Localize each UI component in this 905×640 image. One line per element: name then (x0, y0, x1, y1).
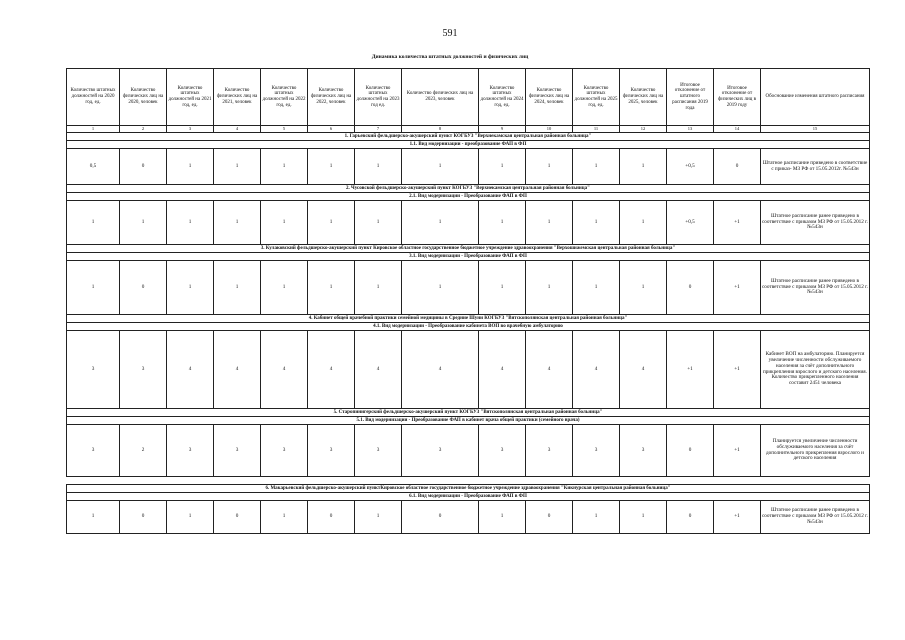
value-cell: 1 (355, 149, 402, 185)
value-cell: 3 (167, 425, 214, 477)
header-cell: Обоснование изменения штатного расписания (761, 69, 870, 126)
value-cell: 1 (167, 149, 214, 185)
value-cell: 0 (308, 501, 355, 534)
value-cell: 1 (479, 201, 526, 245)
section-title: 1. Гарьевский фельдшерско-акушерский пункт КОГБУЗ "Верхнекамская центральная районная больница" (67, 133, 870, 141)
column-number: 10 (526, 126, 573, 133)
section-subtitle: 4.1. Вид модернизации - Преобразование кабинета ВОП во врачебную амбулаторию (67, 323, 870, 331)
value-cell: +1 (714, 201, 761, 245)
value-cell: 1 (308, 149, 355, 185)
header-cell: Количество штатных должностей на 2023 год ед. (355, 69, 402, 126)
table-row (67, 149, 870, 185)
value-cell: 0 (120, 501, 167, 534)
value-cell: +0,5 (667, 149, 714, 185)
header-cell: Количество штатных должностей на 2022 год, ед. (261, 69, 308, 126)
value-cell: 1 (67, 501, 120, 534)
value-cell: 0 (667, 261, 714, 315)
column-number: 12 (620, 126, 667, 133)
value-cell: 1 (620, 261, 667, 315)
header-cell: Количество штатных должностей на 2024 год, ед. (479, 69, 526, 126)
value-cell: 3 (308, 425, 355, 477)
value-cell: 0 (667, 425, 714, 477)
value-cell: +1 (714, 331, 761, 409)
table-row (67, 425, 870, 477)
column-number: 9 (479, 126, 526, 133)
section-subtitle: 6.1. Вид модернизации - Преобразование ФАП в ФП (67, 493, 870, 501)
column-number: 6 (308, 126, 355, 133)
value-cell: 0 (667, 501, 714, 534)
column-number: 11 (573, 126, 620, 133)
value-cell: 1 (308, 261, 355, 315)
value-cell: 1 (402, 201, 479, 245)
header-cell: Количество физических лиц на 2021, человек (214, 69, 261, 126)
section-title: 5. Старопинигерский фельдшерско-акушерский пункт КОГБУЗ "Вятскополянская центральная районная больница" (67, 409, 870, 417)
value-cell: 0 (526, 501, 573, 534)
value-cell: +1 (667, 331, 714, 409)
table-row (67, 501, 870, 534)
value-cell: 4 (308, 331, 355, 409)
value-cell: 3 (402, 425, 479, 477)
value-cell: 1 (355, 201, 402, 245)
value-cell: 1 (67, 261, 120, 315)
value-cell: 4 (167, 331, 214, 409)
section-subtitle: 3.1. Вид модернизации - Преобразование ФАП в ФП (67, 253, 870, 261)
column-number: 8 (402, 126, 479, 133)
value-cell: 2 (120, 425, 167, 477)
value-cell: 3 (479, 425, 526, 477)
value-cell: 3 (355, 425, 402, 477)
column-number: 4 (214, 126, 261, 133)
value-cell: 4 (261, 331, 308, 409)
value-cell: 1 (573, 201, 620, 245)
value-cell: 1 (355, 261, 402, 315)
justification-cell: Штатное расписание ранее приведено в соответствие с приказом МЗ РФ от 15.05.2012 г. №543н (761, 201, 870, 245)
header-cell: Итоговое отклонение от физических лиц в 2019 году (714, 69, 761, 126)
value-cell: 1 (526, 149, 573, 185)
spacer-cell (67, 477, 870, 485)
value-cell: 1 (308, 201, 355, 245)
value-cell: 1 (526, 261, 573, 315)
column-number: 13 (667, 126, 714, 133)
section-subtitle: 2.1. Вид модернизации - Преобразование ФАП в ФП (67, 193, 870, 201)
value-cell: 0 (214, 501, 261, 534)
header-cell: Количество физических лиц на 2024, человек (526, 69, 573, 126)
value-cell: +1 (714, 425, 761, 477)
value-cell: 1 (167, 501, 214, 534)
header-cell: Количество физических лиц на 2023, человек (402, 69, 479, 126)
value-cell: 1 (214, 149, 261, 185)
value-cell: 1 (261, 501, 308, 534)
value-cell: 1 (167, 201, 214, 245)
value-cell: 0 (120, 149, 167, 185)
value-cell: +1 (714, 501, 761, 534)
value-cell: 1 (526, 201, 573, 245)
justification-cell: Штатное расписание ранее приведено в соответствие с приказом МЗ РФ от 15.05.2012 г. №543н (761, 501, 870, 534)
value-cell: 4 (479, 331, 526, 409)
section-title: 6. Макарьевский фельдшерско-акушерский пунктКировское областное государственное бюджетное учреждение здравоохранения "Кикнурская центральная районная больница" (67, 485, 870, 493)
column-number: 1 (67, 126, 120, 133)
value-cell: 0 (120, 261, 167, 315)
justification-cell: Штатное расписание ранее приведено в соответствие с приказом МЗ РФ от 15.05.2012 г. №543н (761, 261, 870, 315)
value-cell: 3 (120, 331, 167, 409)
value-cell: +1 (714, 261, 761, 315)
value-cell: 0 (714, 149, 761, 185)
column-number: 14 (714, 126, 761, 133)
value-cell: 1 (479, 261, 526, 315)
header-cell: Количество штатных должностей на 2025 год, ед. (573, 69, 620, 126)
value-cell: 1 (214, 261, 261, 315)
value-cell: 1 (120, 201, 167, 245)
justification-cell: Штатное расписание приведено в соответствие с приказ- МЗ РФ от 15.05.2012г. №543н (761, 149, 870, 185)
value-cell: 1 (261, 261, 308, 315)
value-cell: 4 (573, 331, 620, 409)
value-cell: 1 (402, 149, 479, 185)
column-number: 7 (355, 126, 402, 133)
value-cell: 4 (214, 331, 261, 409)
value-cell: 1 (261, 149, 308, 185)
section-subtitle: 1.1. Вид модернизации - преобразование ФАП в ФП (67, 141, 870, 149)
value-cell: 1 (573, 501, 620, 534)
column-number: 15 (761, 126, 870, 133)
header-cell: Количество штатных должностей на 2020 год, ед. (67, 69, 120, 126)
value-cell: 1 (214, 201, 261, 245)
value-cell: 1 (479, 501, 526, 534)
section-title: 2. Чусовской фельдшерско-акушерский пункт КОГБУЗ "Верхнекамская центральная районная больница" (67, 185, 870, 193)
staffing-table (66, 68, 870, 534)
value-cell: 4 (355, 331, 402, 409)
table-row (67, 331, 870, 409)
header-cell: Количество физических лиц на 2022, человек (308, 69, 355, 126)
justification-cell: Кабинет ВОП на амбулаторию. Планируется увеличение численности обслуживаемого населения за счёт дополнительного прикрепления взрослого и детского населения. Количество прикрепленного населения составит 2451 человека (761, 331, 870, 409)
section-title: 4. Кабинет общей врачебной практики семейной медицины в Средние Шуни КОГБУЗ "Вятскополянская центральная районная больница" (67, 315, 870, 323)
table-row (67, 261, 870, 315)
value-cell: 3 (67, 331, 120, 409)
value-cell: 3 (620, 425, 667, 477)
header-cell: Количество физических лиц на 2020, человек (120, 69, 167, 126)
value-cell: 1 (573, 149, 620, 185)
column-number-row (67, 126, 870, 133)
value-cell: 1 (573, 261, 620, 315)
column-number: 3 (167, 126, 214, 133)
value-cell: 1 (167, 261, 214, 315)
spacer-row (67, 477, 870, 485)
section-title: 3. Кулаковский фельдшерско-акушерский пункт Кировское областное государственное бюджетное учреждение здравоохранения "Верхошижемская центральная районная больница" (67, 245, 870, 253)
value-cell: 4 (620, 331, 667, 409)
value-cell: +0,5 (667, 201, 714, 245)
value-cell: 4 (526, 331, 573, 409)
value-cell: 1 (620, 201, 667, 245)
justification-cell: Планируется увеличение численности обслуживаемого населения за счёт дополнительного прикрепления взрослого и детского населения (761, 425, 870, 477)
value-cell: 3 (526, 425, 573, 477)
value-cell: 3 (214, 425, 261, 477)
value-cell: 1 (402, 261, 479, 315)
value-cell: 0,5 (67, 149, 120, 185)
header-cell: Количество штатных должностей на 2021 год, ед. (167, 69, 214, 126)
value-cell: 1 (355, 501, 402, 534)
value-cell: 0 (402, 501, 479, 534)
value-cell: 1 (620, 149, 667, 185)
column-number: 2 (120, 126, 167, 133)
page-number: 591 (442, 28, 458, 39)
header-cell: Итоговое отклонение от штатного расписания 2019 года (667, 69, 714, 126)
column-number: 5 (261, 126, 308, 133)
value-cell: 1 (620, 501, 667, 534)
value-cell: 1 (479, 149, 526, 185)
value-cell: 4 (402, 331, 479, 409)
header-cell: Количество физических лиц на 2025, человек (620, 69, 667, 126)
table-row (67, 201, 870, 245)
value-cell: 1 (67, 201, 120, 245)
value-cell: 3 (261, 425, 308, 477)
value-cell: 3 (573, 425, 620, 477)
section-subtitle: 5.1. Вид модернизации - Преобразование ФАП в кабинет врача общей практики (семейного врача) (67, 417, 870, 425)
header-row (67, 69, 870, 126)
value-cell: 1 (261, 201, 308, 245)
value-cell: 3 (67, 425, 120, 477)
table-title: Динамика количества штатных должностей и физических лиц (371, 54, 529, 60)
